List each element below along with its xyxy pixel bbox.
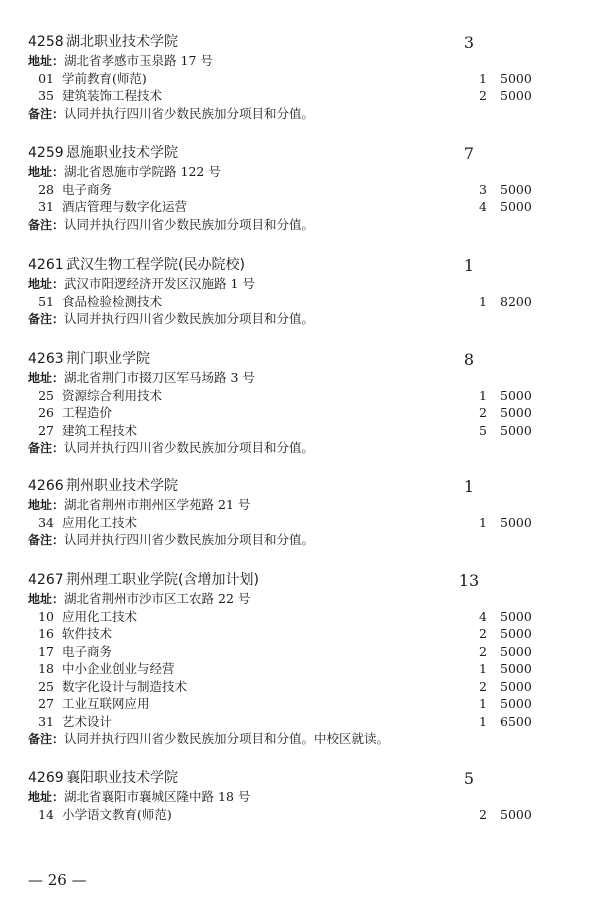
school-total: 5 [463, 769, 475, 788]
major-fee: 5000 [500, 514, 532, 530]
school-code: 4267 [28, 572, 64, 588]
major-row [28, 405, 548, 421]
school-address [28, 497, 250, 513]
school-name: 襄阳职业技术学院 [66, 770, 178, 786]
school-header [28, 144, 178, 162]
major-fee: 5000 [500, 181, 532, 197]
major-count: 4 [479, 608, 487, 624]
major-name: 小学语文教育(师范) [62, 806, 172, 822]
school-total: 7 [463, 144, 475, 163]
major-fee: 5000 [500, 405, 532, 420]
school-total: 13 [458, 571, 480, 590]
school-total: 1 [463, 477, 475, 496]
major-name: 中小企业创业与经营 [62, 661, 175, 676]
school-note [28, 440, 314, 456]
note-label: 备注： [28, 217, 65, 232]
address-label: 地址： [28, 592, 65, 606]
major-count: 2 [479, 643, 487, 659]
major-name: 工程造价 [62, 405, 113, 420]
major-code: 10 [38, 608, 54, 624]
note-text: 认同并执行四川省少数民族加分项目和分值。中校区就读。 [64, 731, 390, 746]
school-name: 武汉生物工程学院(民办院校) [66, 257, 245, 273]
address-text: 湖北省孝感市玉泉路 17 号 [64, 53, 213, 68]
major-name: 工业互联网应用 [62, 696, 150, 711]
note-text: 认同并执行四川省少数民族加分项目和分值。 [64, 216, 315, 232]
major-name: 数字化设计与制造技术 [62, 678, 188, 694]
major-code: 35 [38, 88, 54, 103]
school-address [28, 370, 255, 386]
major-code: 51 [38, 293, 54, 309]
major-row [28, 515, 548, 531]
address-text: 湖北省荆门市掇刀区军马场路 3 号 [64, 370, 255, 385]
school-address [28, 276, 255, 292]
address-label: 地址： [28, 371, 65, 385]
major-row [28, 388, 548, 404]
major-count: 2 [479, 678, 487, 694]
note-label: 备注： [28, 106, 65, 121]
school-name: 荆州职业技术学院 [66, 478, 178, 494]
school-note [28, 311, 314, 327]
major-row [28, 71, 548, 87]
major-fee: 5000 [500, 696, 532, 711]
major-row [28, 661, 548, 677]
school-header [28, 571, 259, 589]
school-note [28, 532, 314, 548]
major-row [28, 807, 548, 823]
major-count: 2 [479, 88, 487, 103]
major-count: 1 [479, 387, 487, 403]
address-label: 地址： [28, 54, 65, 68]
major-name: 应用化工技术 [62, 608, 138, 624]
major-name: 应用化工技术 [62, 514, 138, 530]
note-label: 备注： [28, 441, 65, 455]
major-count: 2 [479, 806, 487, 822]
major-code: 26 [38, 405, 54, 420]
major-code: 25 [38, 678, 54, 694]
major-name: 建筑工程技术 [62, 422, 138, 438]
school-header [28, 256, 245, 274]
major-code: 31 [38, 713, 54, 729]
major-name: 建筑装饰工程技术 [62, 88, 163, 103]
school-code: 4258 [28, 34, 64, 50]
major-row [28, 609, 548, 625]
major-fee: 5000 [500, 608, 532, 624]
school-address [28, 53, 213, 69]
major-code: 01 [38, 70, 54, 86]
school-code: 4269 [28, 770, 64, 786]
major-code: 28 [38, 181, 54, 197]
major-fee: 5000 [500, 806, 532, 822]
school-code: 4259 [28, 145, 64, 161]
address-label: 地址： [28, 790, 65, 804]
major-row [28, 644, 548, 660]
note-text: 认同并执行四川省少数民族加分项目和分值。 [64, 311, 315, 326]
school-total: 3 [463, 33, 475, 52]
major-count: 1 [479, 514, 487, 530]
school-name: 荆门职业学院 [66, 351, 150, 367]
note-text: 认同并执行四川省少数民族加分项目和分值。 [64, 105, 315, 121]
major-fee: 5000 [500, 199, 532, 214]
major-fee: 5000 [500, 88, 532, 103]
school-header [28, 769, 178, 787]
major-fee: 5000 [500, 387, 532, 403]
school-header [28, 477, 178, 495]
major-name: 软件技术 [62, 626, 113, 641]
major-code: 16 [38, 626, 54, 641]
note-text: 认同并执行四川省少数民族加分项目和分值。 [64, 440, 315, 455]
major-fee: 5000 [500, 626, 532, 641]
major-row [28, 182, 548, 198]
address-label: 地址： [28, 277, 65, 291]
school-name: 荆州理工职业学院(含增加计划) [66, 572, 259, 588]
major-row [28, 679, 548, 695]
school-code: 4266 [28, 478, 64, 494]
school-name: 湖北职业技术学院 [66, 34, 178, 50]
school-note [28, 106, 314, 122]
note-label: 备注： [28, 533, 65, 547]
school-address [28, 164, 221, 180]
major-row [28, 199, 548, 215]
major-count: 3 [479, 181, 487, 197]
address-text: 湖北省恩施市学院路 122 号 [64, 164, 221, 179]
major-row [28, 88, 548, 104]
address-label: 地址： [28, 165, 65, 179]
major-name: 食品检验检测技术 [62, 293, 163, 309]
school-code: 4263 [28, 351, 64, 367]
school-total: 8 [463, 350, 475, 369]
major-code: 31 [38, 199, 54, 214]
note-label: 备注： [28, 312, 65, 326]
school-note [28, 731, 389, 747]
major-fee: 5000 [500, 678, 532, 694]
major-row [28, 696, 548, 712]
school-address [28, 789, 250, 805]
school-address [28, 591, 250, 607]
major-fee: 5000 [500, 661, 532, 676]
major-fee: 5000 [500, 422, 532, 438]
major-row [28, 423, 548, 439]
major-name: 电子商务 [62, 181, 113, 197]
major-count: 1 [479, 293, 487, 309]
major-name: 酒店管理与数字化运营 [62, 199, 188, 214]
major-name: 艺术设计 [62, 713, 113, 729]
major-count: 1 [479, 713, 487, 729]
major-name: 资源综合利用技术 [62, 387, 163, 403]
major-row [28, 294, 548, 310]
major-row [28, 626, 548, 642]
school-total: 1 [463, 256, 475, 275]
major-count: 1 [479, 696, 487, 711]
major-count: 5 [479, 422, 487, 438]
address-label: 地址： [28, 498, 65, 512]
major-code: 27 [38, 696, 54, 711]
major-fee: 5000 [500, 643, 532, 659]
major-code: 14 [38, 806, 54, 822]
major-count: 4 [479, 199, 487, 214]
note-text: 认同并执行四川省少数民族加分项目和分值。 [64, 532, 315, 547]
school-note [28, 217, 314, 233]
school-name: 恩施职业技术学院 [66, 145, 178, 161]
school-header [28, 350, 150, 368]
note-label: 备注： [28, 732, 65, 746]
major-fee: 5000 [500, 70, 532, 86]
major-code: 18 [38, 661, 54, 676]
major-count: 1 [479, 661, 487, 676]
page-number: — 26 — [28, 871, 87, 889]
major-name: 电子商务 [62, 643, 113, 659]
address-text: 湖北省荆州市沙市区工农路 22 号 [64, 591, 251, 606]
school-code: 4261 [28, 257, 64, 273]
major-fee: 6500 [500, 713, 532, 729]
major-row [28, 714, 548, 730]
major-code: 17 [38, 643, 54, 659]
address-text: 湖北省襄阳市襄城区隆中路 18 号 [64, 789, 251, 804]
major-count: 1 [479, 70, 487, 86]
major-name: 学前教育(师范) [62, 70, 147, 86]
major-fee: 8200 [500, 293, 532, 309]
major-count: 2 [479, 405, 487, 420]
address-text: 湖北省荆州市荆州区学苑路 21 号 [64, 497, 251, 512]
major-code: 25 [38, 387, 54, 403]
major-code: 34 [38, 514, 54, 530]
major-code: 27 [38, 422, 54, 438]
address-text: 武汉市阳逻经济开发区汉施路 1 号 [64, 276, 255, 291]
major-count: 2 [479, 626, 487, 641]
school-header [28, 33, 178, 51]
